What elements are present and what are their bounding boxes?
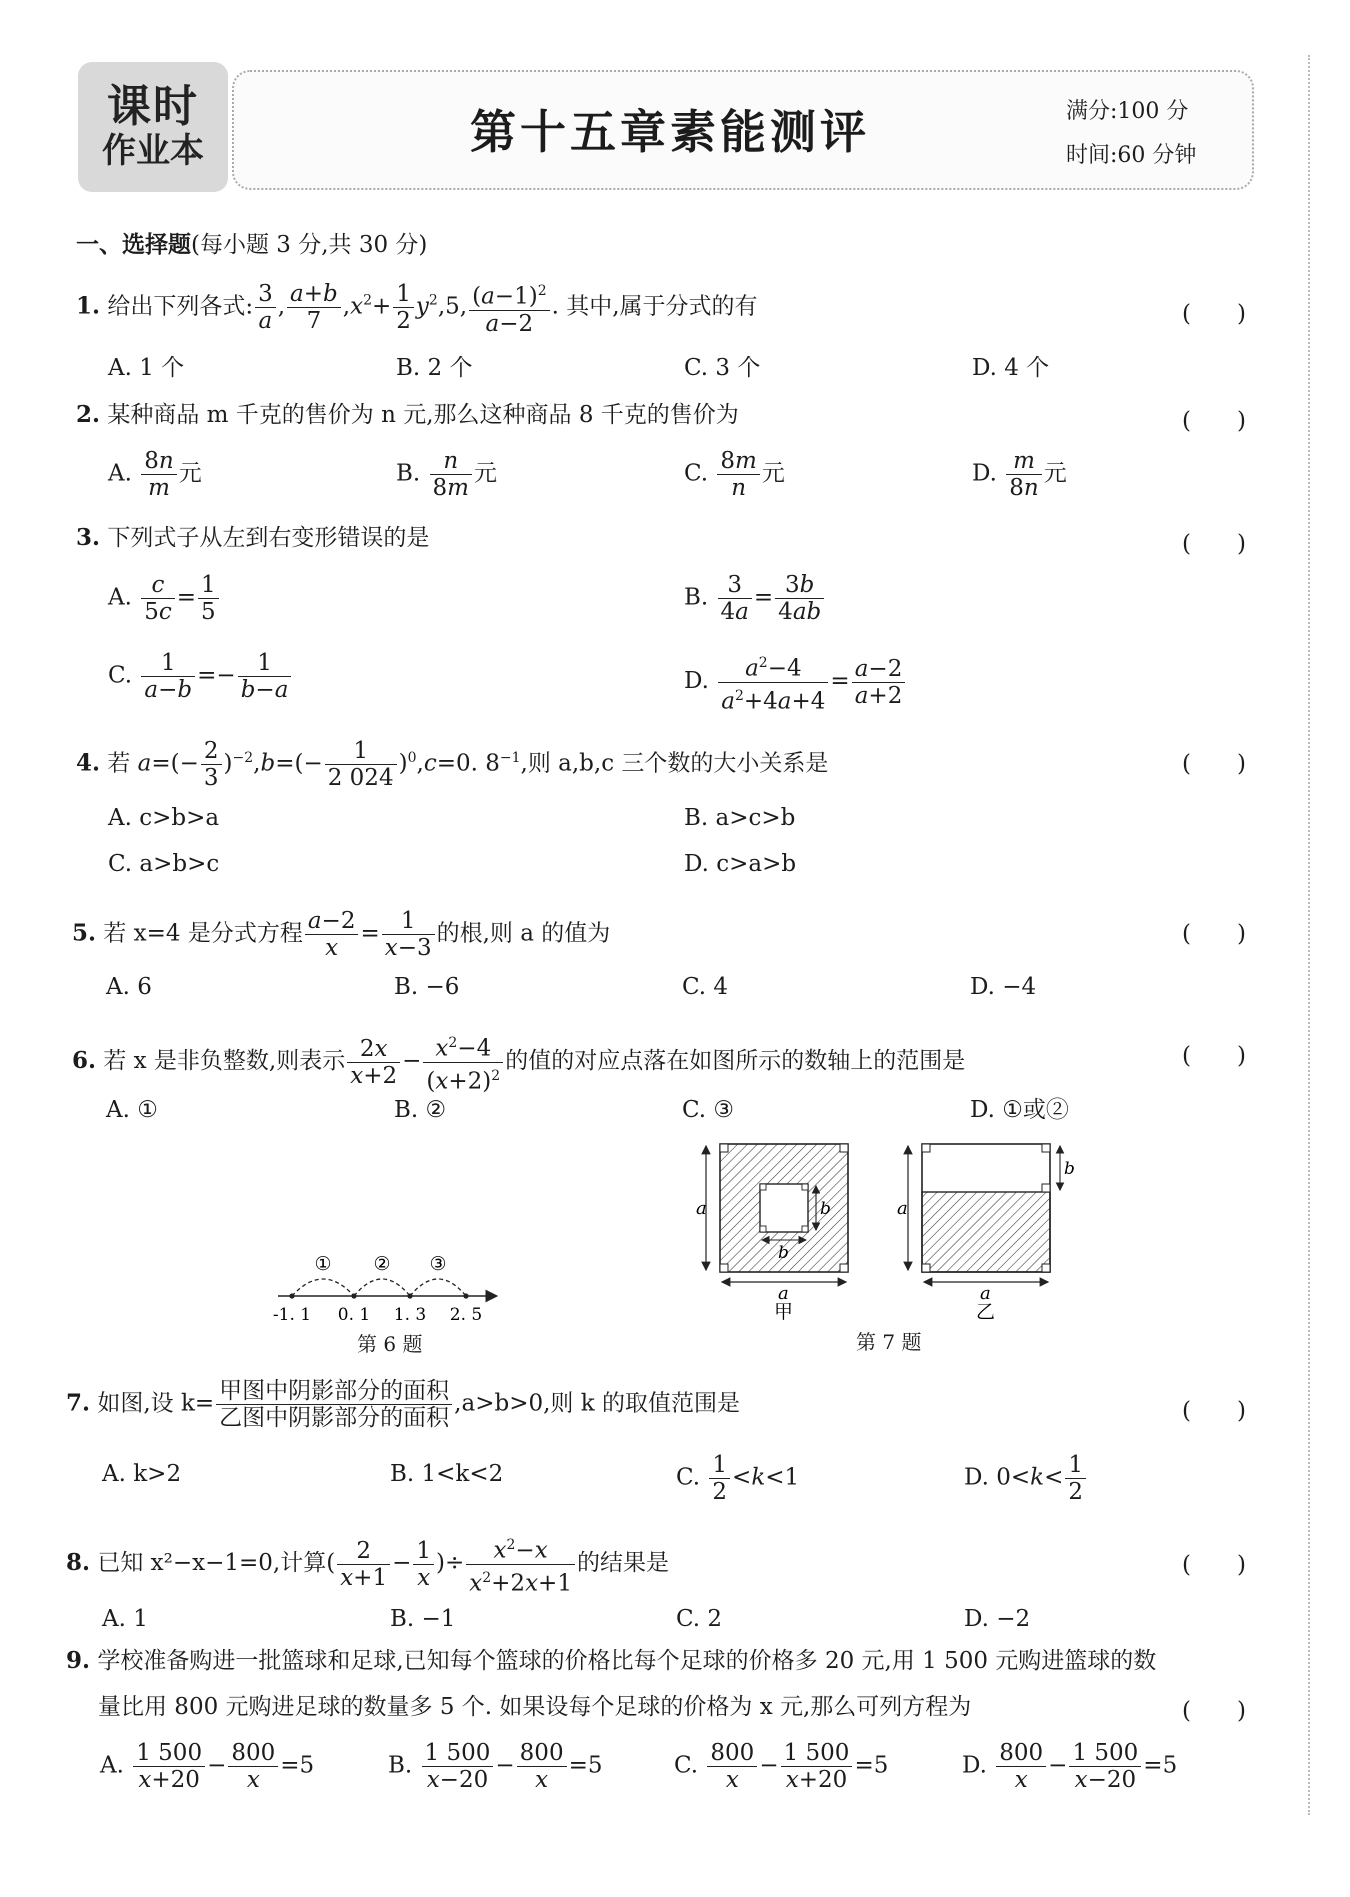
full-score: 满分:100 分 [1066,99,1189,124]
q1-stem-a: 给出下列各式: [107,293,254,320]
number-line-arc-2 [354,1279,410,1296]
number-line-region-label-1: ① [314,1253,332,1275]
figure-7-diagram [690,1132,1075,1323]
brand-line1: 课时 [107,81,199,132]
section-title-text: 一、选择题 [76,231,191,258]
q3-option-a[interactable]: A. $\frac{c}{5c}$ = $\frac{1}{5}$ [108,572,221,625]
q1-frac-3: $\frac{1}{2}$ [393,281,414,334]
figure-6-number-line [270,1240,510,1330]
question-6: 6. 若 x 是非负整数,则表示 $\frac{2x}{x+2}$ − $\frac{x^2-4}{(x+2)^2}$ 的值的对应点落在如图所示的数轴上的范围是 [72,1030,965,1094]
q1-option-d[interactable]: D. 4 个 [972,355,1050,381]
q4-option-d[interactable]: D. c>a>b [684,851,797,877]
figure-7-caption: 第 7 题 [856,1330,922,1354]
figure-7-left-square [696,1144,848,1323]
q9-option-b[interactable]: B. $\frac{1 500}{x-20}$ − $\frac{800}{x}$ =5 [388,1740,603,1793]
section-title [76,230,427,260]
q9-option-c[interactable]: C. $\frac{800}{x}$ − $\frac{1 500}{x+20}$ =5 [674,1740,889,1793]
q6-answer-blank[interactable]: ( ) [1182,1043,1246,1069]
number-line-tick-label-1: -1. 1 [272,1305,312,1325]
fig7-left-b-vertical: b [820,1199,831,1219]
q5-option-d[interactable]: D. −4 [970,974,1037,1000]
number-line-tick-label-2: 0. 1 [337,1305,371,1325]
section-note: (每小题 3 分,共 30 分) [191,232,428,258]
q8-option-c[interactable]: C. 2 [676,1606,723,1632]
q4-option-b[interactable]: B. a>c>b [684,805,796,831]
time-limit: 时间:60 分钟 [1066,143,1197,168]
q6-option-d[interactable]: D. ①或② [970,1097,1069,1123]
fig7-right-b-vertical: b [1064,1159,1075,1179]
q1-option-b[interactable]: B. 2 个 [396,355,473,381]
q5-stem-a: 若 x=4 是分式方程 [103,920,303,947]
q5-stem-b: 的根,则 a 的值为 [436,920,611,947]
q6-stem-a: 若 x 是非负整数,则表示 [103,1048,346,1075]
q4-number: 4. [76,749,101,777]
question-3 [76,523,429,553]
fig7-left-a-vertical: a [696,1198,707,1219]
question-1: 1. 给出下列各式: $\frac{3}{a}$ , $\frac{a+b}{7}$ $,x^2+$ $\frac{1}{2}$ $y^2,5$, $\frac{(a-1)^2}{a-2}$ . 其中,属于分式的有 [76,278,758,337]
number-line-tick-label-3: 1. 3 [393,1305,427,1325]
number-line-tick-label-4: 2. 5 [449,1305,483,1325]
q9-answer-blank[interactable]: ( ) [1182,1698,1246,1724]
q4-stem-tail: ,则 a,b,c 三个数的大小关系是 [520,750,829,777]
q3-answer-blank[interactable]: ( ) [1182,531,1246,557]
question-2 [76,400,739,430]
q2-number: 2. [76,401,101,428]
q3-option-d[interactable]: D. $\frac{a^2-4}{a^2+4a+4}$ = $\frac{a-2}{a+2}$ [684,650,907,714]
fig7-left-a-horizontal: a [778,1283,789,1304]
fig7-right-a-vertical: a [897,1198,908,1219]
q1-option-c[interactable]: C. 3 个 [684,355,761,381]
q8-option-a[interactable]: A. 1 [102,1606,148,1632]
q6-option-a[interactable]: A. ① [106,1097,158,1123]
q7-answer-blank[interactable]: ( ) [1182,1398,1246,1424]
q9-option-a[interactable]: A. $\frac{1 500}{x+20}$ − $\frac{800}{x}$ =5 [100,1740,315,1793]
q1-stem-c: . 其中,属于分式的有 [551,293,758,320]
q8-option-d[interactable]: D. −2 [964,1606,1031,1632]
q1-number: 1. [76,292,101,320]
q7-option-b[interactable]: B. 1<k<2 [390,1461,504,1487]
q3-stem: 下列式子从左到右变形错误的是 [107,525,430,551]
q8-answer-blank[interactable]: ( ) [1182,1552,1246,1578]
q2-option-d[interactable]: D. $\frac{m}{8n}$ 元 [972,448,1067,501]
page-title: 第十五章素能测评 [470,105,870,159]
q5-number: 5. [72,919,97,947]
number-line-arc-3 [410,1279,466,1296]
q7-ratio [216,1378,452,1431]
number-line-region-label-3: ③ [429,1253,447,1275]
q9-line1: 学校准备购进一批篮球和足球,已知每个篮球的价格比每个足球的价格多 20 元,用 1 500 元购进篮球的数 [97,1648,1157,1674]
question-4: 4. 若 a=(− $\frac{2}{3}$ )$^{-2}$,b=(− $\frac{1}{2 024}$ )$^0$,c=0. $8^{-1}$,则 a,b,c 三个数的大小关系是 [76,738,829,791]
q8-stem-a: 已知 x²−x−1=0,计算 [97,1550,327,1577]
q8-number: 8. [66,1549,91,1577]
q7-stem-b: ,a>b>0,则 k 的取值范围是 [454,1390,740,1417]
q5-option-c[interactable]: C. 4 [682,974,729,1000]
fig7-left-label: 甲 [774,1301,794,1323]
q6-number: 6. [72,1047,97,1075]
brand-line2: 作业本 [102,131,204,171]
q3-option-c[interactable]: C. $\frac{1}{a-b}$ =− $\frac{1}{b-a}$ [108,650,293,703]
fig7-right-label: 乙 [976,1301,996,1323]
fig7-right-a-horizontal: a [980,1283,991,1304]
question-5: 5. 若 x=4 是分式方程 $\frac{a-2}{x}$ = $\frac{1}{x-3}$ 的根,则 a 的值为 [72,908,611,961]
q4-option-c[interactable]: C. a>b>c [108,851,220,877]
q1-frac-2: $\frac{a+b}{7}$ [287,281,341,334]
q6-stem-b: 的值的对应点落在如图所示的数轴上的范围是 [505,1048,966,1075]
q1-answer-blank[interactable]: ( ) [1182,301,1246,327]
q5-option-b[interactable]: B. −6 [394,974,460,1000]
q7-ratio-denominator: 乙图中阴影部分的面积 [219,1405,450,1431]
figure-6-caption: 第 6 题 [357,1332,423,1356]
q7-number: 7. [66,1389,91,1417]
q8-option-b[interactable]: B. −1 [390,1606,456,1632]
question-9 [66,1646,1156,1676]
q3-option-b[interactable]: B. $\frac{3}{4a}$ = $\frac{3b}{4ab}$ [684,572,826,625]
number-line-arc-1 [292,1279,354,1296]
q2-option-a[interactable]: A. $\frac{8n}{m}$ 元 [108,448,202,501]
q2-answer-blank[interactable]: ( ) [1182,408,1246,434]
q9-line2: 量比用 800 元购进足球的数量多 5 个. 如果设每个足球的价格为 x 元,那么可列方程为 [98,1694,972,1720]
q7-option-c[interactable]: C. $\frac{1}{2}$ <k<1 [676,1452,800,1505]
q8-stem-b: 的结果是 [576,1550,669,1577]
q5-answer-blank[interactable]: ( ) [1182,921,1246,947]
fig7-left-b-horizontal: b [778,1243,789,1263]
q7-ratio-numerator: 甲图中阴影部分的面积 [216,1378,452,1405]
q1-frac-4: $\frac{(a-1)^2}{a-2}$ [469,278,550,337]
page-edge-rule [1308,55,1310,1815]
q2-stem: 某种商品 m 千克的售价为 n 元,那么这种商品 8 千克的售价为 [107,402,739,428]
q2-option-c[interactable]: C. $\frac{8m}{n}$ 元 [684,448,785,501]
question-7 [66,1378,740,1431]
brand-logo [78,62,228,192]
q6-option-b[interactable]: B. ② [394,1097,447,1123]
q9-number: 9. [66,1647,91,1674]
q6-option-c[interactable]: C. ③ [682,1097,735,1123]
q1-frac-1: $\frac{3}{a}$ [255,281,276,334]
q7-option-d[interactable]: D. 0<k< $\frac{1}{2}$ [964,1452,1088,1505]
question-8: 8. 已知 x²−x−1=0,计算( $\frac{2}{x+1}$ − $\frac{1}{x}$ )÷ $\frac{x^2-x}{x^2+2x+1}$ 的结果是 [66,1532,669,1596]
q7-stem-a: 如图,设 k= [97,1390,215,1417]
q3-number: 3. [76,524,101,551]
q2-option-b[interactable]: B. $\frac{n}{8m}$ 元 [396,448,497,501]
q1-stem-b: ,5, [437,293,468,320]
q1-option-a[interactable]: A. 1 个 [108,355,185,381]
q7-option-a[interactable]: A. k>2 [102,1461,182,1487]
q4-answer-blank[interactable]: ( ) [1182,751,1246,777]
q5-option-a[interactable]: A. 6 [106,974,152,1000]
q4-option-a[interactable]: A. c>b>a [108,805,220,831]
figure-7-right-square [897,1144,1075,1323]
number-line-region-label-2: ② [373,1253,391,1275]
q9-option-d[interactable]: D. $\frac{800}{x}$ − $\frac{1 500}{x-20}$ =5 [962,1740,1178,1793]
